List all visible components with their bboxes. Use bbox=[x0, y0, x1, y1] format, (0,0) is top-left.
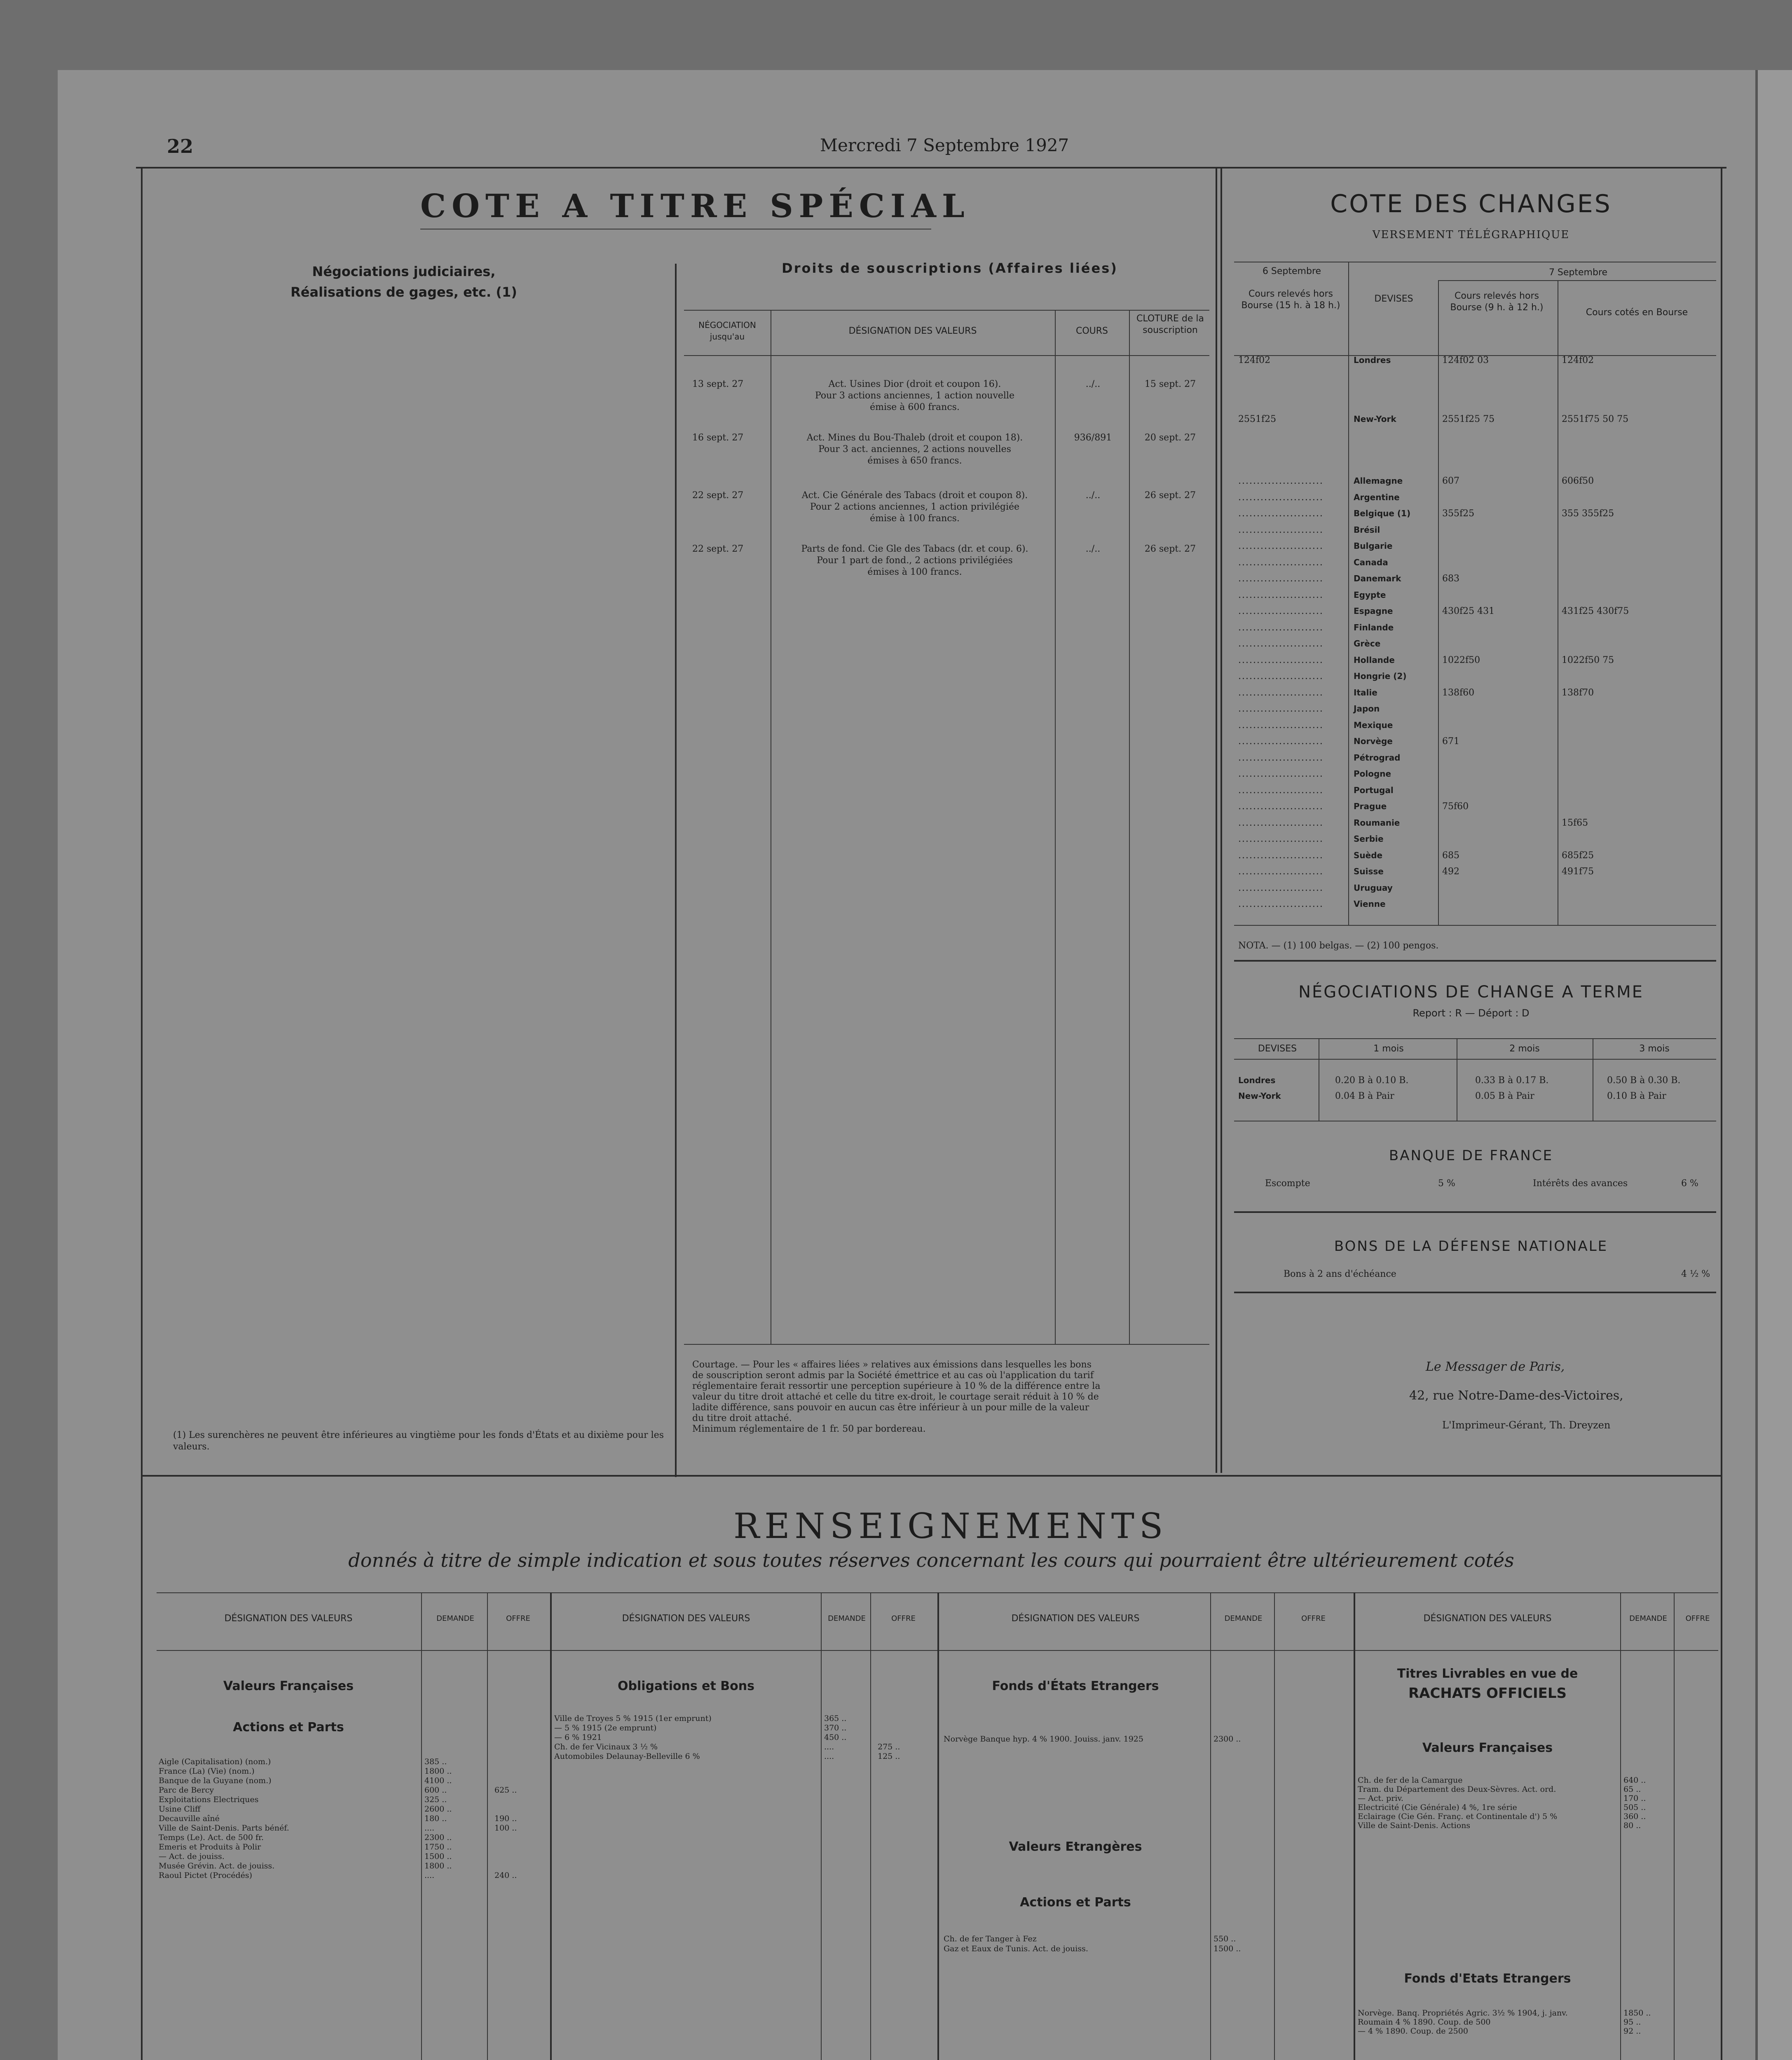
changes-col-line-1 bbox=[1348, 262, 1349, 925]
changes-devise: Pétrograd bbox=[1354, 752, 1401, 763]
rens-row-demande: 1850 .. bbox=[1623, 2008, 1651, 2018]
rens-row-label: Usine Cliff bbox=[159, 1805, 201, 1814]
changes-devise: New-York bbox=[1354, 414, 1396, 424]
changes-prev-dots: ....................... bbox=[1238, 492, 1324, 503]
rens-row-label: Exploitations Electriques bbox=[159, 1795, 259, 1804]
changes-bourse-value: 431f25 430f75 bbox=[1562, 606, 1629, 616]
droits-header-negociation: NÉGOCIATION jusqu'au bbox=[698, 320, 756, 342]
rens-row-label: Ville de Saint-Denis. Actions bbox=[1358, 1821, 1471, 1830]
rens-row-label: Raoul Pictet (Procédés) bbox=[159, 1871, 253, 1880]
changes-col-bourse: Cours cotés en Bourse bbox=[1586, 307, 1688, 318]
terme-header-bottom bbox=[1234, 1059, 1716, 1060]
changes-devise: Egypte bbox=[1354, 590, 1386, 600]
rens-row-demande: 640 .. bbox=[1623, 1776, 1646, 1785]
changes-prev-dots: ....................... bbox=[1238, 541, 1324, 551]
changes-hors-value: 492 bbox=[1442, 866, 1459, 877]
bons-value: 4 ½ % bbox=[1681, 1269, 1710, 1279]
changes-prev-dots: ....................... bbox=[1238, 834, 1324, 844]
terme-header-2mois: 2 mois bbox=[1509, 1044, 1540, 1054]
changes-nota: NOTA. — (1) 100 belgas. — (2) 100 pengos. bbox=[1238, 941, 1439, 951]
bons-title: BONS DE LA DÉFENSE NATIONALE bbox=[1334, 1238, 1608, 1255]
terme-3mois: 0.50 B à 0.30 B. bbox=[1607, 1075, 1681, 1086]
rens-row-demande: 1750 .. bbox=[424, 1842, 452, 1852]
terme-subtitle: Report : R — Déport : D bbox=[1413, 1007, 1530, 1019]
changes-devise: Canada bbox=[1354, 557, 1388, 567]
changes-devise: Argentine bbox=[1354, 492, 1400, 502]
rens-row-demande: 1500 .. bbox=[424, 1852, 452, 1861]
rens-row-label: Ch. de fer Vicinaux 3 ½ % bbox=[554, 1742, 658, 1751]
rens-row-label: Ville de Troyes 5 % 1915 (1er emprunt) bbox=[554, 1714, 712, 1723]
rens-row-demande: 80 .. bbox=[1623, 1821, 1641, 1830]
changes-prev-dots: ....................... bbox=[1238, 687, 1324, 698]
rens-col-line bbox=[1274, 1592, 1275, 2060]
changes-devise: Londres bbox=[1354, 355, 1391, 365]
cote-titre-special-title: COTE A TITRE SPÉCIAL bbox=[420, 187, 970, 225]
obligations-bons-heading: Obligations et Bons bbox=[618, 1679, 754, 1693]
rens-row-label: Parc de Bercy bbox=[159, 1786, 214, 1795]
rens-row-demande: .... bbox=[824, 1742, 834, 1751]
rens-row-label: Decauville aîné bbox=[159, 1814, 220, 1823]
frame-right bbox=[1721, 167, 1722, 2060]
changes-devise: Finlande bbox=[1354, 622, 1394, 632]
droits-col-line-3 bbox=[1129, 310, 1130, 1344]
rens-row-label: Gaz et Eaux de Tunis. Act. de jouiss. bbox=[944, 1944, 1088, 1953]
changes-devise: Norvège bbox=[1354, 736, 1393, 746]
droits-row-date: 13 sept. 27 bbox=[692, 379, 744, 389]
terme-2mois: 0.05 B à Pair bbox=[1475, 1091, 1534, 1101]
changes-devise: Japon bbox=[1354, 704, 1380, 714]
changes-devise: Suède bbox=[1354, 850, 1383, 860]
rens-row-label: — 5 % 1915 (2e emprunt) bbox=[554, 1723, 657, 1732]
changes-col-devises: DEVISES bbox=[1374, 294, 1413, 304]
avances-label: Intérêts des avances bbox=[1533, 1178, 1628, 1189]
changes-devise: Grèce bbox=[1354, 639, 1381, 648]
changes-devise: Vienne bbox=[1354, 899, 1386, 909]
rens-header-designation: DÉSIGNATION DES VALEURS bbox=[224, 1613, 353, 1624]
droits-row-line1: Parts de fond. Cie Gle des Tabacs (dr. et coup. 6). bbox=[801, 544, 1028, 554]
droits-row-line3: émises à 650 francs. bbox=[867, 456, 962, 466]
changes-devise: Serbie bbox=[1354, 834, 1384, 844]
changes-subtitle: VERSEMENT TÉLÉGRAPHIQUE bbox=[1372, 229, 1570, 241]
rens-row-demande: 2600 .. bbox=[424, 1805, 452, 1814]
rens-header-demande: DEMANDE bbox=[1629, 1614, 1667, 1623]
rens-row-demande: 1800 .. bbox=[424, 1767, 452, 1776]
actions-parts-etrangeres-heading: Actions et Parts bbox=[1020, 1895, 1131, 1910]
rens-col-line bbox=[1210, 1592, 1211, 2060]
rens-row-demande: .... bbox=[824, 1752, 834, 1761]
valeurs-francaises-2-heading: Valeurs Françaises bbox=[1422, 1741, 1553, 1755]
droits-row-cours: ../.. bbox=[1085, 490, 1101, 501]
rens-header-designation: DÉSIGNATION DES VALEURS bbox=[1011, 1613, 1140, 1624]
changes-col-hors-bourse: Cours relevés hors Bourse (9 h. à 12 h.) bbox=[1450, 291, 1544, 313]
terme-devise: New-York bbox=[1238, 1091, 1281, 1101]
bons-rule bbox=[1234, 1292, 1716, 1293]
changes-devise: Danemark bbox=[1354, 574, 1401, 583]
droits-row-cloture: 26 sept. 27 bbox=[1144, 490, 1196, 501]
terme-1mois: 0.20 B à 0.10 B. bbox=[1335, 1075, 1409, 1086]
changes-hors-value: 124f02 03 bbox=[1442, 355, 1489, 365]
changes-bourse-value: 124f02 bbox=[1562, 355, 1594, 365]
changes-bourse-value: 606f50 bbox=[1562, 476, 1594, 486]
adjacent-page-edge bbox=[1755, 70, 1792, 2060]
negociations-heading: Négociations judiciaires, bbox=[312, 264, 496, 279]
rens-row-label: — Act. priv. bbox=[1358, 1794, 1403, 1803]
rens-row-label: France (La) (Vie) (nom.) bbox=[159, 1767, 255, 1776]
courtage-line: ladite différence, sans pouvoir en aucun cas être inférieur à un pour mille de la valeur bbox=[692, 1402, 1089, 1413]
terme-title: NÉGOCIATIONS DE CHANGE A TERME bbox=[1298, 983, 1644, 1002]
section-divider bbox=[141, 1475, 1722, 1477]
rens-row-demande: 370 .. bbox=[824, 1723, 847, 1732]
changes-devise: Hollande bbox=[1354, 655, 1395, 665]
rens-row-label: Norvège Banque hyp. 4 % 1900. Jouiss. janv. 1925 bbox=[944, 1735, 1143, 1744]
changes-col-line-2 bbox=[1438, 280, 1439, 925]
rens-row-label: — Act. de jouiss. bbox=[159, 1852, 225, 1861]
droits-row-line3: émise à 100 francs. bbox=[870, 513, 960, 524]
rens-header-offre: OFFRE bbox=[506, 1614, 530, 1623]
page-number: 22 bbox=[167, 135, 194, 157]
changes-bourse-value: 1022f50 75 bbox=[1562, 655, 1614, 665]
droits-row-line2: Pour 3 act. anciennes, 2 actions nouvelles bbox=[818, 444, 1011, 454]
terme-table-top bbox=[1234, 1038, 1716, 1039]
changes-prev-dots: ....................... bbox=[1238, 655, 1324, 665]
courtage-notice bbox=[692, 1360, 1211, 1435]
rens-row-demande: 95 .. bbox=[1623, 2018, 1641, 2027]
rens-row-offre: 190 .. bbox=[494, 1814, 517, 1823]
rens-header-demande: DEMANDE bbox=[1224, 1614, 1263, 1623]
renseignements-subtitle: donnés à titre de simple indication et sous toutes réserves concernant les cours qui pourraient être ultérieurement cotés bbox=[348, 1549, 1514, 1571]
droits-header-cours: COURS bbox=[1075, 326, 1108, 336]
droits-row-line1: Act. Usines Dior (droit et coupon 16). bbox=[828, 379, 1001, 389]
droits-header-cloture: CLOTURE de la souscription bbox=[1136, 314, 1204, 335]
droits-row-line3: émises à 100 francs. bbox=[867, 567, 962, 577]
changes-prev-value: 124f02 bbox=[1238, 355, 1271, 365]
terme-3mois: 0.10 B à Pair bbox=[1607, 1091, 1666, 1101]
changes-hors-value: 1022f50 bbox=[1442, 655, 1480, 665]
changes-hors-value: 138f60 bbox=[1442, 687, 1475, 698]
terme-header-1mois: 1 mois bbox=[1373, 1044, 1404, 1054]
changes-devise: Allemagne bbox=[1354, 476, 1403, 486]
changes-bourse-value: 491f75 bbox=[1562, 866, 1594, 877]
changes-prev-value: 2551f25 bbox=[1238, 414, 1277, 424]
droits-row-line1: Act. Mines du Bou-Thaleb (droit et coupon 18). bbox=[806, 433, 1023, 443]
droits-row-line3: émise à 600 francs. bbox=[870, 402, 960, 412]
imprint-line-1: Le Messager de Paris, bbox=[1426, 1360, 1565, 1374]
actions-parts-heading: Actions et Parts bbox=[233, 1720, 344, 1735]
changes-prev-dots: ....................... bbox=[1238, 866, 1324, 877]
rens-row-demande: 4100 .. bbox=[424, 1776, 452, 1785]
changes-prev-dots: ....................... bbox=[1238, 508, 1324, 519]
rens-row-offre: 275 .. bbox=[878, 1742, 900, 1751]
rens-col-line bbox=[487, 1592, 488, 2060]
courtage-line: Minimum réglementaire de 1 fr. 50 par bordereau. bbox=[692, 1424, 926, 1434]
rens-col-line bbox=[870, 1592, 871, 2060]
surencheres-footnote: (1) Les surenchères ne peuvent être inférieures au vingtième pour les fonds d'États et au dixième pour les valeurs. bbox=[173, 1430, 664, 1452]
changes-prev-dots: ....................... bbox=[1238, 769, 1324, 779]
banque-rule bbox=[1234, 1211, 1716, 1213]
rens-row-offre: 125 .. bbox=[878, 1752, 900, 1761]
rens-row-label: Temps (Le). Act. de 500 fr. bbox=[159, 1833, 264, 1842]
droits-row-line2: Pour 3 actions anciennes, 1 action nouvelle bbox=[815, 391, 1014, 401]
fonds-etats-etrangers-heading: Fonds d'États Etrangers bbox=[992, 1679, 1159, 1693]
rens-row-label: Electricité (Cie Générale) 4 %, 1re série bbox=[1358, 1803, 1517, 1812]
droits-row-line2: Pour 2 actions anciennes, 1 action privilégiée bbox=[810, 502, 1020, 512]
rens-row-demande: 2300 .. bbox=[424, 1833, 452, 1842]
changes-prev-dots: ....................... bbox=[1238, 704, 1324, 714]
changes-bourse-value: 2551f75 50 75 bbox=[1562, 414, 1629, 424]
frame-left bbox=[141, 167, 143, 2060]
droits-row-date: 16 sept. 27 bbox=[692, 433, 744, 443]
changes-hors-value: 75f60 bbox=[1442, 801, 1469, 812]
column-divider bbox=[1216, 167, 1217, 1473]
droits-table-header-bottom bbox=[684, 355, 1209, 356]
courtage-line: Courtage. — Pour les « affaires liées » relatives aux émissions dans lesquelles les bons bbox=[692, 1360, 1092, 1370]
changes-prev-dots: ....................... bbox=[1238, 557, 1324, 568]
droits-row-cours: 936/891 bbox=[1074, 433, 1112, 443]
changes-prev-dots: ....................... bbox=[1238, 622, 1324, 633]
rens-header-designation: DÉSIGNATION DES VALEURS bbox=[622, 1613, 750, 1624]
changes-prev-dots: ....................... bbox=[1238, 752, 1324, 763]
rens-row-label: Aigle (Capitalisation) (nom.) bbox=[159, 1757, 271, 1766]
fonds-etats-etrangers-2-heading: Fonds d'Etats Etrangers bbox=[1404, 1971, 1571, 1986]
rens-row-label: Tram. du Département des Deux-Sèvres. Act. ord. bbox=[1358, 1785, 1556, 1794]
droits-row-line2: Pour 1 part de fond., 2 actions privilégiées bbox=[817, 555, 1013, 566]
rens-row-demande: 385 .. bbox=[424, 1757, 447, 1766]
frame-top bbox=[136, 167, 1726, 169]
droits-row-cloture: 26 sept. 27 bbox=[1144, 544, 1196, 554]
changes-hors-value: 2551f25 75 bbox=[1442, 414, 1495, 424]
droits-table-top bbox=[684, 310, 1209, 311]
rens-col-line bbox=[1620, 1592, 1621, 2060]
changes-prev-dots: ....................... bbox=[1238, 476, 1324, 486]
valeurs-etrangeres-heading: Valeurs Etrangères bbox=[1009, 1840, 1142, 1854]
bons-label: Bons à 2 ans d'échéance bbox=[1284, 1269, 1396, 1279]
rens-row-demande: 450 .. bbox=[824, 1733, 847, 1742]
rens-row-label: — 6 % 1921 bbox=[554, 1733, 602, 1742]
imprint-line-3: L'Imprimeur-Gérant, Th. Dreyzen bbox=[1442, 1419, 1611, 1431]
changes-prev-dots: ....................... bbox=[1238, 785, 1324, 796]
changes-table-bottom bbox=[1234, 925, 1716, 926]
rens-row-demande: 365 .. bbox=[824, 1714, 847, 1723]
changes-devise: Uruguay bbox=[1354, 883, 1393, 893]
rens-header-offre: OFFRE bbox=[891, 1614, 916, 1623]
rens-row-label: Roumain 4 % 1890. Coup. de 500 bbox=[1358, 2018, 1491, 2027]
imprint-line-2: 42, rue Notre-Dame-des-Victoires, bbox=[1409, 1388, 1623, 1403]
rens-col-divider bbox=[937, 1592, 939, 2060]
changes-hors-value: 685 bbox=[1442, 850, 1459, 861]
changes-devise: Mexique bbox=[1354, 720, 1393, 730]
escompte-value: 5 % bbox=[1438, 1178, 1455, 1189]
rens-row-label: Ch. de fer de la Camargue bbox=[1358, 1776, 1463, 1785]
changes-devise: Suisse bbox=[1354, 866, 1384, 876]
droits-row-line1: Act. Cie Générale des Tabacs (droit et coupon 8). bbox=[801, 490, 1028, 501]
rens-row-label: Emeris et Produits à Polir bbox=[159, 1842, 261, 1852]
changes-devise: Prague bbox=[1354, 801, 1387, 811]
avances-value: 6 % bbox=[1681, 1178, 1698, 1189]
rens-row-label: — 4 % 1890. Coup. de 2500 bbox=[1358, 2027, 1468, 2036]
changes-devise: Roumanie bbox=[1354, 817, 1400, 828]
titres-livrables-heading: Titres Livrables en vue de bbox=[1397, 1667, 1578, 1681]
terme-devise: Londres bbox=[1238, 1075, 1276, 1085]
rens-row-label: Musée Grévin. Act. de jouiss. bbox=[159, 1861, 275, 1870]
rens-row-demande: 550 .. bbox=[1213, 1934, 1236, 1943]
rens-col-divider bbox=[550, 1592, 552, 2060]
terme-header-3mois: 3 mois bbox=[1639, 1044, 1670, 1054]
changes-devise: Hongrie (2) bbox=[1354, 671, 1407, 681]
rens-row-label: Banque de la Guyane (nom.) bbox=[159, 1776, 272, 1785]
droits-row-cours: ../.. bbox=[1085, 379, 1101, 389]
changes-title: COTE DES CHANGES bbox=[1330, 190, 1612, 218]
changes-bourse-value: 138f70 bbox=[1562, 687, 1594, 698]
rens-row-demande: 600 .. bbox=[424, 1786, 447, 1795]
changes-prev-dots: ....................... bbox=[1238, 883, 1324, 893]
rens-row-demande: 505 .. bbox=[1623, 1803, 1646, 1812]
rens-row-label: Eclairage (Cie Gén. Franç. et Continentale d') 5 % bbox=[1358, 1812, 1558, 1821]
droits-row-date: 22 sept. 27 bbox=[692, 544, 744, 554]
rachats-officiels-heading: RACHATS OFFICIELS bbox=[1408, 1685, 1567, 1702]
changes-date-underline bbox=[1438, 280, 1716, 281]
changes-prev-dots: ....................... bbox=[1238, 850, 1324, 861]
rens-row-demande: 1500 .. bbox=[1213, 1944, 1241, 1953]
banque-title: BANQUE DE FRANCE bbox=[1389, 1147, 1553, 1164]
realisations-heading: Réalisations de gages, etc. (1) bbox=[290, 284, 517, 300]
rens-header-offre: OFFRE bbox=[1685, 1614, 1710, 1623]
changes-nota-rule bbox=[1234, 960, 1716, 962]
changes-bourse-value: 685f25 bbox=[1562, 850, 1594, 861]
changes-hors-value: 607 bbox=[1442, 476, 1459, 486]
renseignements-title: RENSEIGNEMENTS bbox=[733, 1506, 1168, 1546]
rens-col-divider bbox=[1354, 1592, 1355, 2060]
rens-row-demande: 2300 .. bbox=[1213, 1735, 1241, 1744]
droits-header-designation: DÉSIGNATION DES VALEURS bbox=[848, 326, 977, 336]
rens-row-label: Ville de Saint-Denis. Parts bénéf. bbox=[159, 1824, 289, 1833]
changes-devise: Bulgarie bbox=[1354, 541, 1393, 551]
changes-prev-dots: ....................... bbox=[1238, 524, 1324, 535]
rens-header-designation: DÉSIGNATION DES VALEURS bbox=[1423, 1613, 1552, 1624]
changes-bourse-value: 15f65 bbox=[1562, 817, 1588, 828]
valeurs-francaises-heading: Valeurs Françaises bbox=[223, 1679, 354, 1693]
terme-header-devises: DEVISES bbox=[1258, 1044, 1297, 1054]
changes-prev-dots: ....................... bbox=[1238, 899, 1324, 909]
rens-header-offre: OFFRE bbox=[1301, 1614, 1326, 1623]
rens-row-demande: .... bbox=[424, 1824, 435, 1833]
rens-col-line bbox=[821, 1592, 822, 2060]
rens-row-demande: 360 .. bbox=[1623, 1812, 1646, 1821]
rens-row-demande: .... bbox=[424, 1871, 435, 1880]
escompte-label: Escompte bbox=[1265, 1178, 1310, 1189]
droits-title: Droits de souscriptions (Affaires liées) bbox=[782, 260, 1118, 276]
changes-prev-dots: ....................... bbox=[1238, 606, 1324, 616]
changes-hors-value: 683 bbox=[1442, 574, 1459, 584]
changes-prev-dots: ....................... bbox=[1238, 801, 1324, 812]
droits-col-line-2 bbox=[1055, 310, 1056, 1344]
rens-col-line bbox=[1674, 1592, 1675, 2060]
changes-prev-dots: ....................... bbox=[1238, 574, 1324, 584]
changes-devise: Espagne bbox=[1354, 606, 1393, 616]
courtage-line: du titre droit attaché. bbox=[692, 1413, 792, 1423]
changes-hors-value: 355f25 bbox=[1442, 508, 1475, 519]
droits-row-date: 22 sept. 27 bbox=[692, 490, 744, 501]
changes-prev-dots: ....................... bbox=[1238, 817, 1324, 828]
terme-1mois: 0.04 B à Pair bbox=[1335, 1091, 1394, 1101]
changes-prev-dots: ....................... bbox=[1238, 736, 1324, 747]
changes-bourse-value: 355 355f25 bbox=[1562, 508, 1614, 519]
rens-row-offre: 625 .. bbox=[494, 1786, 517, 1795]
rens-header-demande: DEMANDE bbox=[436, 1614, 474, 1623]
rens-row-label: Automobiles Delaunay-Belleville 6 % bbox=[554, 1752, 700, 1761]
changes-prev-dots: ....................... bbox=[1238, 720, 1324, 730]
changes-prev-dots: ....................... bbox=[1238, 671, 1324, 681]
rens-row-offre: 100 .. bbox=[494, 1824, 517, 1833]
left-inner-divider bbox=[675, 264, 677, 1477]
changes-devise: Belgique (1) bbox=[1354, 508, 1411, 518]
terme-2mois: 0.33 B à 0.17 B. bbox=[1475, 1075, 1549, 1086]
changes-devise: Italie bbox=[1354, 687, 1377, 698]
rens-row-demande: 92 .. bbox=[1623, 2027, 1641, 2036]
courtage-line: valeur du titre droit attaché et celle du titre ex-droit, le courtage serait réduit à 10 % de bbox=[692, 1392, 1099, 1402]
rens-row-demande: 180 .. bbox=[424, 1814, 447, 1823]
changes-devise: Pologne bbox=[1354, 769, 1391, 779]
changes-prev-dots: ....................... bbox=[1238, 639, 1324, 649]
changes-date-cur: 7 Septembre bbox=[1548, 267, 1608, 278]
droits-table-bottom bbox=[684, 1344, 1209, 1345]
droits-row-cloture: 20 sept. 27 bbox=[1144, 433, 1196, 443]
rens-row-demande: 325 .. bbox=[424, 1795, 447, 1804]
changes-devise: Portugal bbox=[1354, 785, 1394, 795]
rens-row-demande: 170 .. bbox=[1623, 1794, 1646, 1803]
courtage-line: réglementaire ferait ressortir une perception supérieure à 10 % de la différence entre la bbox=[692, 1381, 1101, 1391]
changes-date-prev: 6 Septembre bbox=[1262, 266, 1321, 276]
issue-date: Mercredi 7 Septembre 1927 bbox=[820, 135, 1069, 155]
rens-row-demande: 65 .. bbox=[1623, 1785, 1641, 1794]
droits-row-cloture: 15 sept. 27 bbox=[1144, 379, 1196, 389]
courtage-line: de souscription seront admis par la Société émettrice et au cas où l'application du tarif bbox=[692, 1370, 1094, 1381]
rens-col-line bbox=[421, 1592, 422, 2060]
changes-col-prev: Cours relevés hors Bourse (15 h. à 18 h.) bbox=[1241, 289, 1340, 311]
rens-row-label: Norvège. Banq. Propriétés Agric. 3½ % 1904, j. janv. bbox=[1358, 2008, 1568, 2018]
changes-prev-dots: ....................... bbox=[1238, 590, 1324, 600]
changes-devise: Brésil bbox=[1354, 524, 1380, 535]
rens-row-demande: 1800 .. bbox=[424, 1861, 452, 1870]
droits-row-cours: ../.. bbox=[1085, 544, 1101, 554]
rens-row-offre: 240 .. bbox=[494, 1871, 517, 1880]
rens-row-label: Ch. de fer Tanger à Fez bbox=[944, 1934, 1037, 1943]
column-divider-2 bbox=[1220, 167, 1222, 1473]
changes-hors-value: 430f25 431 bbox=[1442, 606, 1495, 616]
changes-hors-value: 671 bbox=[1442, 736, 1459, 747]
rens-header-demande: DEMANDE bbox=[828, 1614, 866, 1623]
